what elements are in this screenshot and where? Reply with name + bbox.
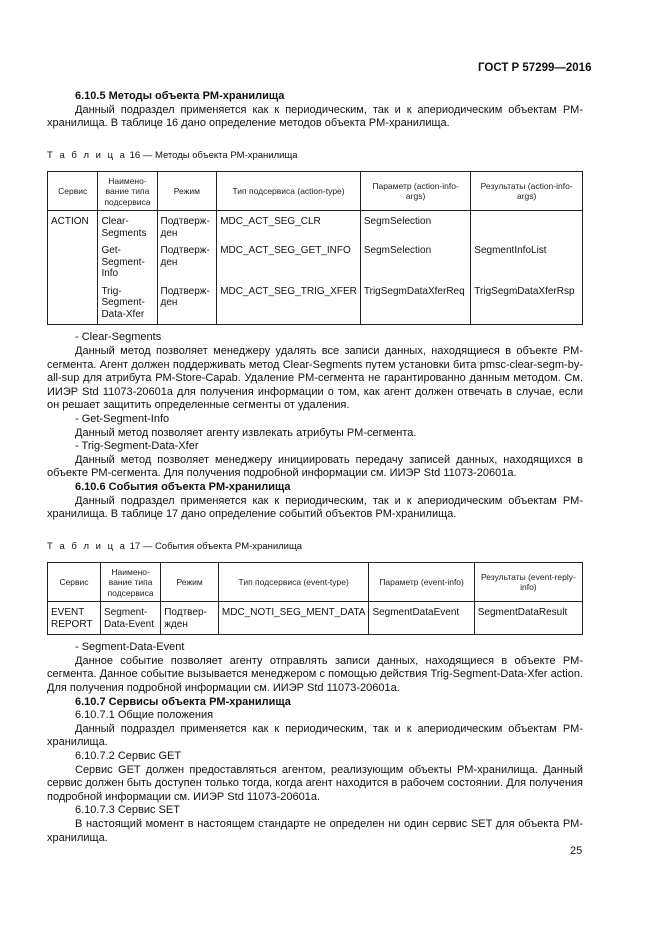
header-cell: Наимено-вание типа подсервиса [101, 563, 161, 602]
paragraph: Данное событие позволяет агенту отправлять записи данных, находящиеся в объекте PM-сегмента. Данное событие вызывается менеджером с помощью действия Trig-Segment-Data-Xfer action. Для получения подробной информации см. ИИЭР Std 11073-20601a. [47, 654, 583, 695]
table-header-row [48, 172, 583, 211]
table-16-caption [47, 149, 583, 163]
table-header-row [48, 563, 583, 602]
caption-prefix: Т а б л и ц а [47, 149, 127, 161]
table-cell: SegmSelection [360, 243, 470, 284]
event-item-segment-data-event: - Segment-Data-Event [75, 641, 185, 654]
page-header: ГОСТ Р 57299—2016 [478, 62, 592, 74]
header-cell: Тип подсервиса (event-type) [218, 563, 369, 602]
table-cell: Get-Segment-Info [98, 243, 157, 284]
table-cell: Подтверж-ден [157, 243, 217, 284]
table-cell: Clear-Segments [98, 211, 157, 244]
table-16-methods [47, 171, 583, 325]
page-number: 25 [570, 845, 583, 857]
table-row [48, 243, 583, 284]
paragraph: Данный подраздел применяется как к периодическим, так и к апериодическим объектам PM-хранилища. В таблице 17 дано определение событий объектов PM-хранилища. [47, 494, 583, 521]
table-17-caption [47, 540, 583, 554]
table-row [48, 602, 583, 635]
header-cell: Параметр (event-info) [369, 563, 474, 602]
caption-text: 16 — Методы объекта PM-хранилища [129, 149, 298, 161]
header-cell: Результаты (event-reply-info) [474, 563, 582, 602]
method-item-clear-segments: - Clear-Segments [75, 331, 162, 344]
header-cell: Параметр (action-info-args) [360, 172, 470, 211]
paragraph: Сервис GET должен предоставляться агентом, реализующим объекты PM-хранилища. Данный сервис должен быть доступен только тогда, когда агент находится в рабочем состоянии. Для получения подробной информации см. ИИЭР Std 11073-20601a. [47, 763, 583, 803]
subsection-title: 6.10.7.3 Сервис SET [75, 804, 180, 817]
table-cell [471, 211, 583, 244]
section-heading-6-10-6: 6.10.6 События объекта PM-хранилища [75, 480, 291, 493]
header-cell: Сервис [48, 172, 98, 211]
caption-text: 17 — События объекта PM-хранилища [129, 540, 303, 552]
table-cell: Подтверж-ден [157, 211, 217, 244]
header-cell: Тип подсервиса (action-type) [217, 172, 361, 211]
table-cell: ACTION [48, 211, 98, 244]
document-body [47, 90, 583, 845]
paragraph: Данный подраздел применяется как к периодическим, так и к апериодическим объектам PM-хранилища. В таблице 16 дано определение методов объекта PM-хранилища. [47, 103, 583, 130]
paragraph: Данный подраздел применяется как к периодическим, так и к апериодическим объектам PM-хранилища. [47, 722, 583, 749]
header-cell: Режим [157, 172, 217, 211]
method-item-get-segment-info: - Get-Segment-Info [75, 412, 170, 425]
table-cell: Подтверж-ден [157, 284, 217, 325]
table-cell: SegmentDataResult [474, 602, 582, 635]
paragraph: В настоящий момент в настоящем стандарте не определен ни один сервис SET для объекта PM-хранилища. [47, 818, 583, 844]
table-cell: SegmentInfoList [471, 243, 583, 284]
table-cell: TrigSegmDataXferReq [360, 284, 470, 325]
table-cell: MDC_ACT_SEG_CLR [217, 211, 361, 244]
table-cell: MDC_NOTI_SEG_MENT_DATA [218, 602, 369, 635]
header-cell: Сервис [48, 563, 101, 602]
table-17-events [47, 562, 583, 635]
table-cell: SegmSelection [360, 211, 470, 244]
table-cell: TrigSegmDataXferRsp [471, 284, 583, 325]
table-row [48, 284, 583, 325]
table-cell: EVENT REPORT [48, 602, 101, 635]
header-cell: Режим [161, 563, 219, 602]
table-row [48, 211, 583, 244]
header-cell: Результаты (action-info-args) [471, 172, 583, 211]
header-cell: Наимено-вание типа подсервиса [98, 172, 157, 211]
table-cell: Trig-Segment-Data-Xfer [98, 284, 157, 325]
table-cell: Segment-Data-Event [101, 602, 161, 635]
paragraph: Данный метод позволяет менеджеру удалять все записи данных, находящиеся в объекте PM-сегмента. Агент должен поддерживать метод Clear-Segments путем установки бита pmsc-clear-segm-by-all-sup для атрибута PM-Store-Capab. Удаление PM-сегмента не гарантированно данным методом. См. ИИЭР Std 11073-20601a для получения информации о том, как агент должен отвечать в случае, если он решает защитить определенные сегменты от удаления. [47, 344, 583, 412]
table-cell: MDC_ACT_SEG_TRIG_XFER [217, 284, 361, 325]
section-heading-6-10-5: 6.10.5 Методы объекта PM-хранилища [75, 90, 285, 102]
subsection-title: 6.10.7.2 Сервис GET [75, 750, 182, 763]
method-item-trig-segment-data-xfer: - Trig-Segment-Data-Xfer [75, 440, 199, 453]
paragraph: Данный метод позволяет менеджеру инициировать передачу записей данных, находящихся в объекте PM-сегмента. Для получения подробной информации см. ИИЭР Std 11073-20601a. [47, 453, 583, 480]
caption-prefix: Т а б л и ц а [47, 540, 127, 552]
table-cell: Подтвер-жден [161, 602, 219, 635]
table-cell: MDC_ACT_SEG_GET_INFO [217, 243, 361, 284]
table-cell: SegmentDataEvent [369, 602, 474, 635]
table-cell [48, 284, 98, 325]
subsection-title: 6.10.7.1 Общие положения [75, 709, 214, 722]
table-cell [48, 243, 98, 284]
paragraph: Данный метод позволяет агенту извлекать атрибуты PM-сегмента. [75, 426, 417, 439]
section-heading-6-10-7: 6.10.7 Сервисы объекта PM-хранилища [75, 695, 291, 708]
